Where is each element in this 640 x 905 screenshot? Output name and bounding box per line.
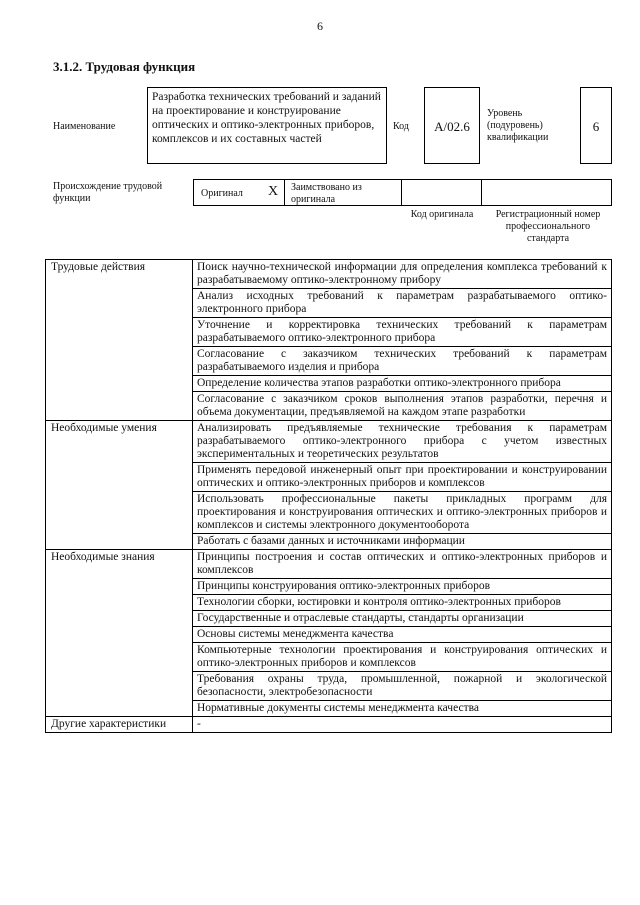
requirement-item: Технологии сборки, юстировки и контроля оптико-электронных приборов [193,595,612,611]
section-category: Необходимые умения [46,421,193,550]
original-mark: X [268,184,279,199]
function-name-box: Разработка технических требований и заданий на проектирование и конструирование оптических и оптико-электронных приборов, комплексов и их составных частей [147,87,387,164]
original-code-label: Код оригинала [410,209,474,220]
requirement-item: Требования охраны труда, промышленной, пожарной и экологической безопасности, электробезопасности [193,672,612,701]
requirements-table [45,259,612,733]
table-row [46,421,612,463]
requirement-item: Определение количества этапов разработки оптико-электронного прибора [193,376,612,392]
table-row [46,717,612,733]
section-category: Трудовые действия [46,260,193,421]
borrowed-label: Заимствовано из оригинала [291,182,362,205]
origin-label: Происхождение трудовой функции [53,181,163,204]
code-label: Код [393,121,409,132]
requirement-item: Использовать профессиональные пакеты прикладных программ для проектирования и конструирования оптических и оптико-электронных приборов и комплексов и системы электронного документооборота [193,492,612,534]
section-category: Необходимые знания [46,550,193,717]
requirement-item: Компьютерные технологии проектирования и конструирования оптических и оптико-электронных приборов и комплексов [193,643,612,672]
borrowed-cell [284,179,402,206]
requirement-item: Государственные и отраслевые стандарты, стандарты организации [193,611,612,627]
requirement-item: Применять передовой инженерный опыт при проектировании и конструировании оптических и оптико-электронных приборов и комплексов [193,463,612,492]
reg-number-label: Регистрационный номер профессионального стандарта [495,209,601,244]
level-label: Уровень (подуровень) квалификации [487,108,549,143]
requirement-item: Принципы конструирования оптико-электронных приборов [193,579,612,595]
requirement-item: Уточнение и корректировка технических требований к параметрам разрабатываемого оптико-электронного прибора [193,318,612,347]
original-label: Оригинал [201,188,243,199]
table-row [46,550,612,579]
level-value: 6 [592,119,600,134]
requirement-item: Основы системы менеджмента качества [193,627,612,643]
requirement-item: Поиск научно-технической информации для определения комплекса требований к разрабатываемому оптико-электронному прибору [193,260,612,289]
requirement-item: Согласование с заказчиком сроков выполнения этапов разработки, перечня и объема документации, предъявляемой на каждом этапе разработки [193,392,612,421]
requirement-item: - [193,717,612,733]
code-box [424,87,480,164]
requirement-item: Анализ исходных требований к параметрам разрабатываемого оптико-электронного прибора [193,289,612,318]
level-box [580,87,612,164]
original-code-cell [401,179,482,206]
original-cell [193,179,285,206]
reg-number-cell [481,179,612,206]
requirement-item: Согласование с заказчиком технических требований к параметрам разрабатываемого изделия и прибора [193,347,612,376]
requirement-item: Работать с базами данных и источниками информации [193,534,612,550]
name-label: Наименование [53,121,116,132]
requirement-item: Принципы построения и состав оптических и оптико-электронных приборов и комплексов [193,550,612,579]
section-title: 3.1.2. Трудовая функция [53,59,196,74]
table-row [46,260,612,289]
requirement-item: Нормативные документы системы менеджмента качества [193,701,612,717]
section-category: Другие характеристики [46,717,193,733]
requirement-item: Анализировать предъявляемые технические требования к параметрам разрабатываемого оптико-электронного прибора с учетом известных экспериментальных и теоретических результатов [193,421,612,463]
code-value: A/02.6 [434,119,470,134]
requirements-table-body [46,260,612,733]
page-number: 6 [317,19,323,33]
